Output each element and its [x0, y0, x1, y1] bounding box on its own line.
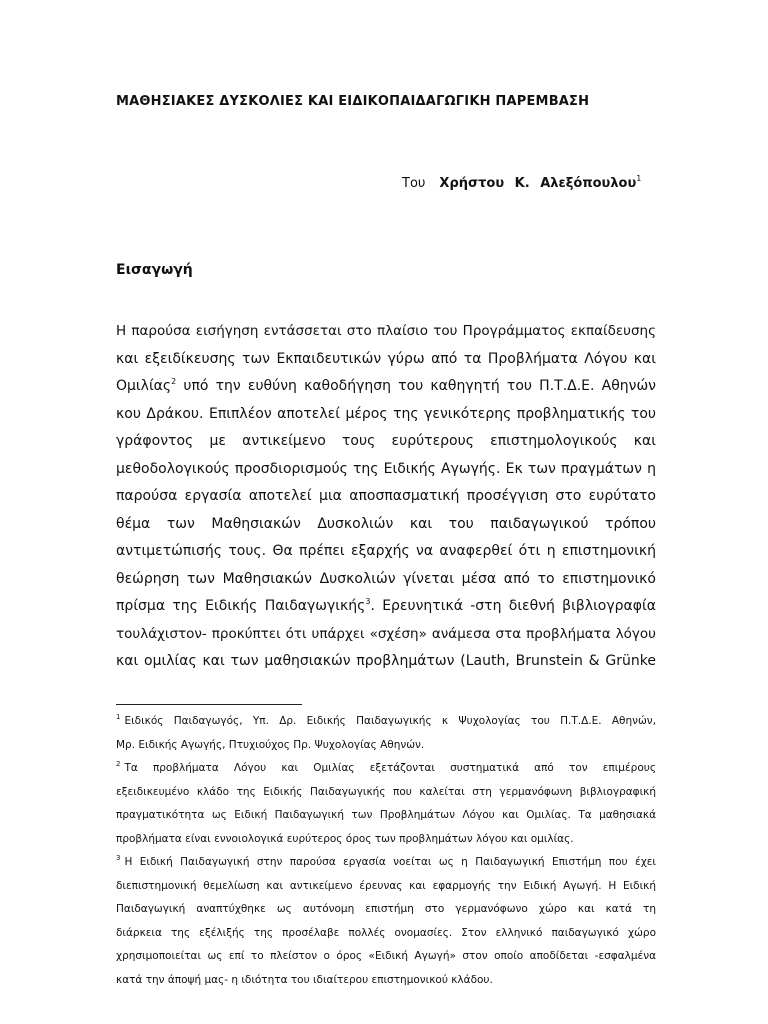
body-line-text: αντιμετώπισής τους. Θα πρέπει εξαρχής να αναφερθεί ότι η επιστημονική — [116, 543, 656, 559]
body-line — [116, 428, 656, 456]
footnote-2-cont — [116, 828, 656, 852]
footnote-text: Ειδικός Παιδαγωγός, Υπ. Δρ. Ειδικής Παιδαγωγικής κ Ψυχολογίας του Π.Τ.Δ.Ε. Αθηνών, — [124, 715, 656, 727]
footnote-text: πραγματικότητα ως Ειδική Παιδαγωγική των Προβλημάτων Λόγου και Ομιλίας. Τα μαθησιακά — [116, 809, 656, 821]
body-line — [116, 566, 656, 594]
body-line-text: και εξειδίκευσης των Εκπαιδευτικών γύρω από τα Προβλήματα Λόγου και — [116, 350, 656, 367]
body-line-text: θέμα των Μαθησιακών Δυσκολιών και του παιδαγωγικού τρόπου — [116, 515, 656, 532]
footnote-2-cont — [116, 804, 656, 828]
footnote-text: εξειδικευμένο κλάδο της Ειδικής Παιδαγωγικής που καλείται στη γερμανόφωνη βιβλιογραφική — [116, 785, 656, 798]
footnote-text: χρησιμοποιείται ως επί το πλείστον ο όρος «Ειδική Αγωγή» στον οποίο αποδίδεται -εσφαλμένα — [116, 950, 656, 962]
body-text — [116, 318, 656, 676]
body-line — [116, 538, 656, 566]
body-line-text: και ομιλίας και των μαθησιακών προβλημάτων (Lauth, Brunstein & Grünke — [116, 653, 656, 669]
footnote-mark: 2 — [116, 760, 121, 768]
footnote-text: διεπιστημονική θεμελίωση και αντικείμενο έρευνας και εφαρμογής την Ειδική Αγωγή. Η Ειδική — [116, 879, 656, 892]
body-line — [116, 511, 656, 539]
footnote-text: κατά την άποψή μας- η ιδιότητα του ιδιαίτερου επιστημονικού κλάδου. — [116, 973, 493, 986]
footnote-ref-1[interactable]: 1 — [636, 174, 642, 183]
body-line — [116, 401, 656, 429]
footnote-3 — [116, 851, 656, 875]
body-line — [116, 648, 656, 676]
body-line-text: θεώρηση των Μαθησιακών Δυσκολιών γίνεται μέσα από το επιστημονικό — [116, 570, 656, 587]
body-line — [116, 456, 656, 484]
footnote-text: Μρ. Ειδικής Αγωγής, Πτυχιούχος Πρ. Ψυχολογίας Αθηνών. — [116, 738, 425, 751]
body-line-text: Ομιλίας — [116, 378, 172, 394]
body-line-text: Η παρούσα εισήγηση εντάσσεται στο πλαίσιο του Προγράμματος εκπαίδευσης — [116, 323, 656, 339]
document-title: ΜΑΘΗΣΙΑΚΕΣ ΔΥΣΚΟΛΙΕΣ ΚΑΙ ΕΙΔΙΚΟΠΑΙΔΑΓΩΓΙΚΗ ΠΑΡΕΜΒΑΣΗ — [116, 94, 590, 109]
footnote-2 — [116, 757, 656, 781]
body-line-text: . Ερευνητικά -στη διεθνή βιβλιογραφία — [370, 598, 656, 614]
section-heading: Εισαγωγή — [116, 262, 193, 278]
body-line-text: τουλάχιστον- προκύπτει ότι υπάρχει «σχέση» ανάμεσα στα προβλήματα λόγου — [116, 625, 656, 642]
body-line — [116, 318, 656, 346]
footnote-text: Παιδαγωγική αναπτύχθηκε ως αυτόνομη επιστήμη στο γερμανόφωνο χώρο και κατά τη — [116, 903, 656, 915]
footnote-1 — [116, 710, 656, 734]
body-line-text: πρίσμα της Ειδικής Παιδαγωγικής — [116, 598, 366, 614]
footnote-3-cont — [116, 875, 656, 899]
footnote-1-cont — [116, 734, 656, 758]
footnote-text: διάρκεια της εξέλιξής της προσέλαβε πολλές ονομασίες. Στον ελληνικό παιδαγωγικό χώρο — [116, 926, 656, 939]
body-line — [116, 483, 656, 511]
body-line-text: υπό την ευθύνη καθοδήγηση του καθηγητή του Π.Τ.Δ.Ε. Αθηνών — [176, 378, 656, 394]
footnote-separator — [116, 704, 302, 705]
body-line — [116, 373, 656, 401]
footnote-3-cont — [116, 945, 656, 969]
body-line — [116, 621, 656, 649]
author-prefix: Του — [402, 176, 426, 191]
footnote-ref-3[interactable]: 3 — [365, 597, 371, 606]
author-line — [402, 176, 641, 191]
footnotes — [116, 710, 656, 992]
body-line-text: μεθοδολογικούς προσδιορισμούς της Ειδικής Αγωγής. Εκ των πραγμάτων η — [116, 460, 656, 477]
body-line-text: γράφοντος με αντικείμενο τους ευρύτερους επιστημολογικούς και — [116, 433, 656, 449]
footnote-3-cont — [116, 969, 656, 993]
body-line — [116, 346, 656, 374]
footnote-text: Η Ειδική Παιδαγωγική στην παρούσα εργασία νοείται ως η Παιδαγωγική Επιστήμη που έχει — [124, 856, 656, 868]
footnote-mark: 1 — [116, 713, 121, 721]
footnote-ref-2[interactable]: 2 — [171, 377, 177, 386]
body-line-text: παρούσα εργασία αποτελεί μια αποσπασματική προσέγγιση στο ευρύτατο — [116, 488, 656, 504]
footnote-mark: 3 — [116, 854, 121, 862]
footnote-3-cont — [116, 922, 656, 946]
author-name: Χρήστου Κ. Αλεξόπουλου — [439, 176, 637, 191]
body-line — [116, 593, 656, 621]
footnote-text: Τα προβλήματα Λόγου και Ομιλίας εξετάζονται συστηματικά από τον επιμέρους — [124, 762, 656, 774]
footnote-3-cont — [116, 898, 656, 922]
body-line-text: κου Δράκου. Επιπλέον αποτελεί μέρος της γενικότερης προβληματικής του — [116, 405, 656, 422]
footnote-2-cont — [116, 781, 656, 805]
footnote-text: προβλήματα είναι εννοιολογικά ευρύτερος όρος των προβλημάτων λόγου και ομιλίας. — [116, 832, 574, 845]
